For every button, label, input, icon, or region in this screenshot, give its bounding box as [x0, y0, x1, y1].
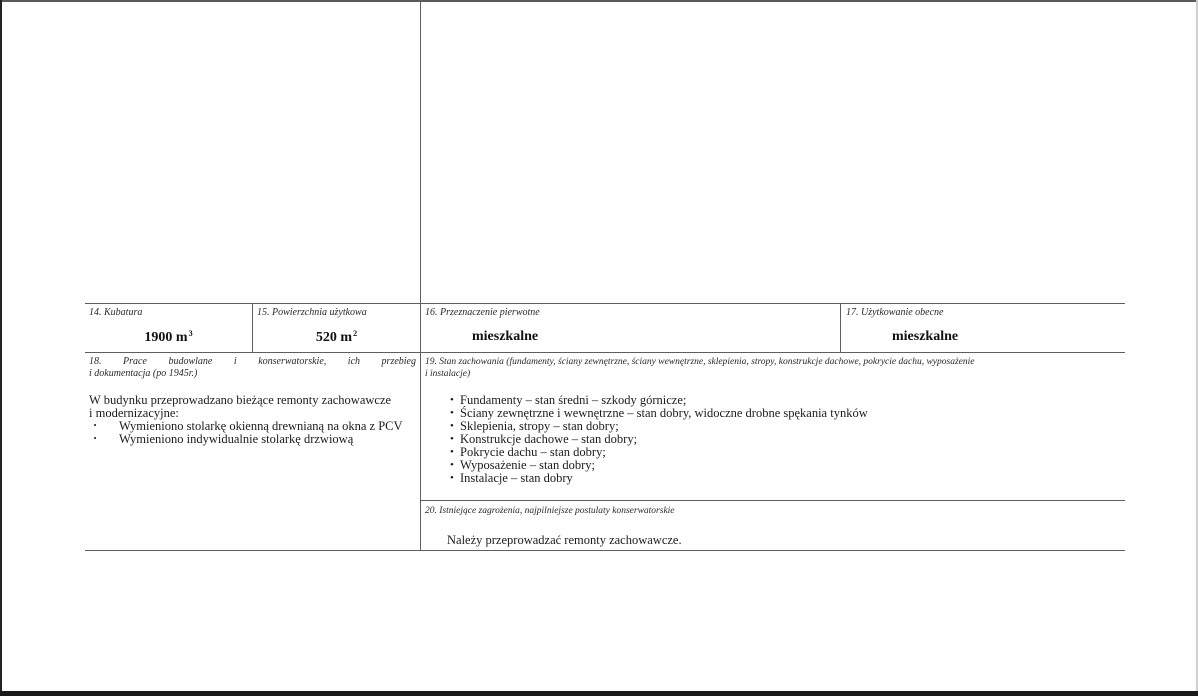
list-item: • Wyposażenie – stan dobry;	[425, 459, 1121, 472]
field-prace-label-line2: i dokumentacja (po 1945r.)	[89, 368, 198, 379]
field-stan-label-line1: 19. Stan zachowania (fundamenty, ściany zewnętrzne, ściany wewnętrzne, sklepienia, stropy, konstrukcje dachowe, pokrycie dachu, wyposażenie	[425, 357, 975, 367]
field-stan-label-line2: i instalacje)	[425, 369, 471, 379]
list-item: · Wymieniono indywidualnie stolarkę drzwiową	[89, 433, 416, 446]
field-zagrozenia	[425, 505, 1121, 547]
field-kubatura-value: 1900 $m^3$	[144, 329, 193, 345]
list-item: • Fundamenty – stan średni – szkody górnicze;	[425, 394, 1121, 407]
field-przeznaczenie	[425, 307, 835, 349]
field-prace	[89, 356, 416, 546]
field-stan-list	[425, 394, 1121, 485]
scan-edge-left	[0, 0, 2, 696]
col-divider-14-15	[252, 303, 253, 352]
col-divider-left-right	[420, 303, 421, 550]
list-item: • Konstrukcje dachowe – stan dobry;	[425, 433, 1121, 446]
list-item: • Pokrycie dachu – stan dobry;	[425, 446, 1121, 459]
field-uzytkowanie-label: 17. Użytkowanie obecne	[846, 307, 944, 318]
field-prace-label-line1: 18. Prace budowlane i konserwatorskie, ich przebieg	[89, 356, 416, 367]
list-item: · Wymieniono stolarkę okienną drewnianą na okna z PCV	[89, 420, 416, 433]
list-item: • Ściany zewnętrzne i wewnętrzne – stan dobry, widoczne drobne spękania tynków	[425, 407, 1121, 420]
list-item: • Instalacje – stan dobry	[425, 472, 1121, 485]
field-przeznaczenie-label: 16. Przeznaczenie pierwotne	[425, 307, 540, 318]
field-uzytkowanie-value: mieszkalne	[892, 329, 959, 344]
table-bottom-border	[85, 550, 1125, 551]
top-section-divider	[420, 0, 421, 303]
row-divider-2	[420, 500, 1125, 501]
field-prace-intro: W budynku przeprowadzano bieżące remonty zachowawcze i modernizacyjne:	[89, 393, 392, 420]
col-divider-16-17	[840, 303, 841, 352]
field-powierzchnia-label: 15. Powierzchnia użytkowa	[257, 307, 367, 318]
field-zagrozenia-text: Należy przeprowadzać remonty zachowawcze.	[447, 533, 682, 547]
field-stan-zachowania	[425, 356, 1121, 498]
field-kubatura	[89, 307, 248, 349]
field-przeznaczenie-value: mieszkalne	[472, 329, 539, 344]
row-divider-1	[85, 352, 1125, 353]
field-powierzchnia	[257, 307, 416, 349]
field-zagrozenia-label: 20. Istniejące zagrożenia, najpilniejsze postulaty konserwatorskie	[425, 506, 675, 516]
field-prace-list	[89, 420, 416, 446]
table-top-border	[85, 303, 1125, 304]
scan-edge-top	[0, 0, 1198, 2]
field-kubatura-label: 14. Kubatura	[89, 307, 143, 318]
scan-edge-bottom	[0, 691, 1198, 696]
list-item: • Sklepienia, stropy – stan dobry;	[425, 420, 1121, 433]
field-uzytkowanie	[846, 307, 1121, 349]
field-powierzchnia-value: 520 $m^2$	[315, 329, 358, 345]
